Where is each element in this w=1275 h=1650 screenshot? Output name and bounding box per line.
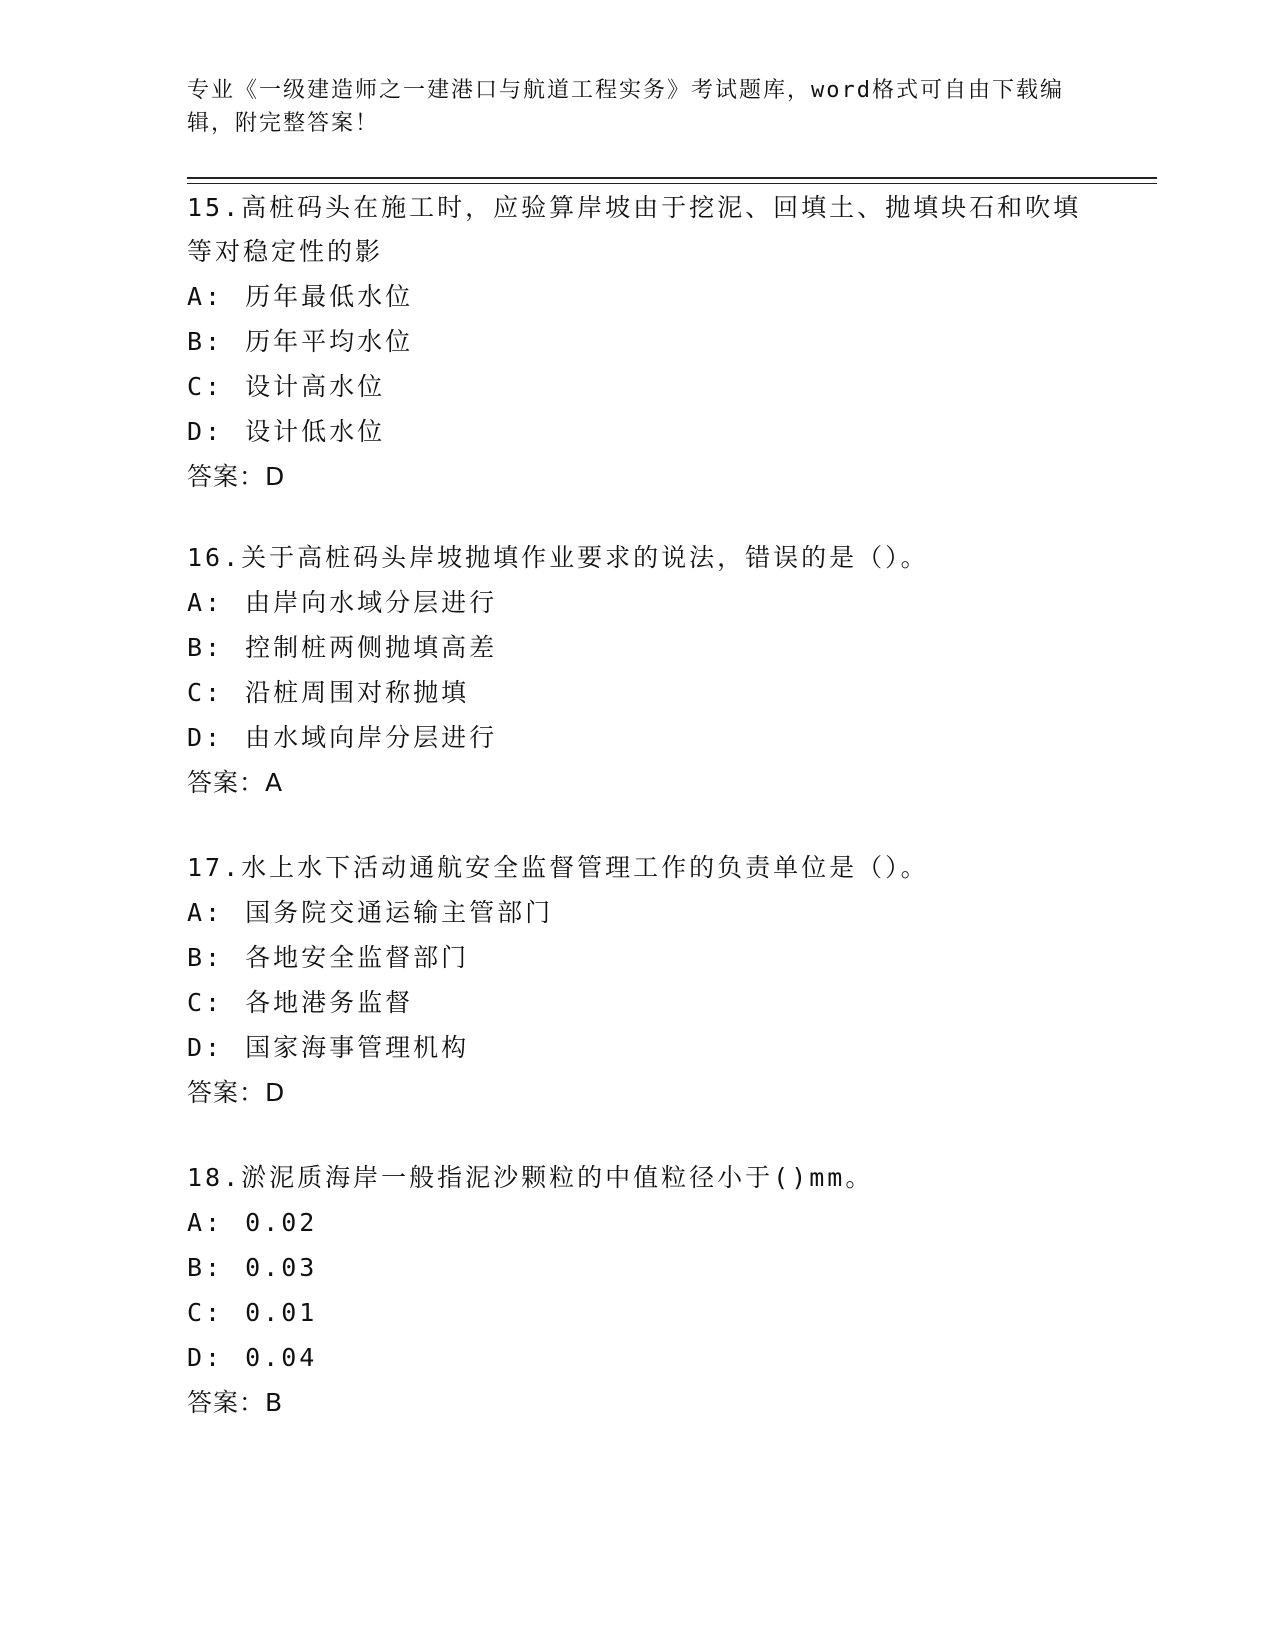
question-number: 18.	[187, 1163, 242, 1192]
option-d	[187, 1335, 1087, 1380]
option-letter: B:	[187, 943, 224, 972]
question-text	[187, 536, 1087, 580]
question-text	[187, 846, 1087, 890]
option-c	[187, 670, 1087, 715]
option-letter: D:	[187, 1343, 224, 1372]
question-stem: 关于高桩码头岸坡抛填作业要求的说法，错误的是（）。	[241, 543, 929, 572]
question-number: 15.	[187, 193, 242, 222]
option-letter: D:	[187, 1033, 224, 1062]
option-text: 各地安全监督部门	[245, 943, 470, 972]
option-text: 各地港务监督	[245, 988, 414, 1017]
question-stem: 淤泥质海岸一般指泥沙颗粒的中值粒径小于()mm。	[241, 1163, 874, 1192]
option-letter: B:	[187, 327, 224, 356]
question-16	[187, 536, 1087, 805]
option-letter: D:	[187, 723, 224, 752]
option-a	[187, 274, 1087, 319]
option-text: 由岸向水域分层进行	[245, 588, 498, 617]
question-stem: 高桩码头在施工时，应验算岸坡由于挖泥、回填土、抛填块石和吹填等对稳定性的影	[187, 193, 1082, 266]
answer-line	[187, 1380, 1087, 1425]
option-a	[187, 890, 1087, 935]
question-number: 16.	[187, 543, 242, 572]
answer-label: 答案：	[187, 1078, 266, 1107]
option-letter: A:	[187, 282, 224, 311]
option-d	[187, 715, 1087, 760]
question-text	[187, 1156, 1087, 1200]
question-stem: 水上水下活动通航安全监督管理工作的负责单位是（）。	[241, 853, 929, 882]
option-text: 历年平均水位	[245, 327, 414, 356]
header-note: 专业《一级建造师之一建港口与航道工程实务》考试题库，word格式可自由下载编辑，附完整答案！	[187, 78, 1064, 136]
option-text: 0.02	[245, 1208, 318, 1237]
option-text: 国务院交通运输主管部门	[245, 898, 554, 927]
answer-value: A	[265, 768, 284, 797]
option-letter: C:	[187, 372, 224, 401]
header-divider-thin	[187, 183, 1157, 184]
option-text: 国家海事管理机构	[245, 1033, 470, 1062]
answer-value: B	[265, 1388, 284, 1417]
option-letter: B:	[187, 633, 224, 662]
option-letter: B:	[187, 1253, 224, 1282]
option-letter: A:	[187, 588, 224, 617]
option-letter: D:	[187, 417, 224, 446]
option-b	[187, 935, 1087, 980]
option-letter: C:	[187, 678, 224, 707]
answer-line	[187, 1070, 1087, 1115]
option-text: 控制桩两侧抛填高差	[245, 633, 498, 662]
question-15	[187, 186, 1087, 499]
option-a	[187, 580, 1087, 625]
answer-label: 答案：	[187, 462, 266, 491]
option-text: 0.03	[245, 1253, 318, 1282]
option-d	[187, 1025, 1087, 1070]
option-text: 0.01	[245, 1298, 318, 1327]
option-letter: C:	[187, 1298, 224, 1327]
option-letter: A:	[187, 898, 224, 927]
question-number: 17.	[187, 853, 242, 882]
option-c	[187, 364, 1087, 409]
option-text: 沿桩周围对称抛填	[245, 678, 470, 707]
option-c	[187, 980, 1087, 1025]
option-b	[187, 1245, 1087, 1290]
answer-label: 答案：	[187, 768, 266, 797]
option-text: 由水域向岸分层进行	[245, 723, 498, 752]
answer-line	[187, 760, 1087, 805]
question-text	[187, 186, 1087, 274]
option-text: 0.04	[245, 1343, 318, 1372]
answer-line	[187, 454, 1087, 499]
header-divider-thick	[187, 177, 1157, 179]
answer-label: 答案：	[187, 1388, 266, 1417]
option-d	[187, 409, 1087, 454]
option-letter: C:	[187, 988, 224, 1017]
option-text: 设计低水位	[245, 417, 386, 446]
option-text: 历年最低水位	[245, 282, 414, 311]
question-18	[187, 1156, 1087, 1425]
option-letter: A:	[187, 1208, 224, 1237]
answer-value: D	[265, 1078, 286, 1107]
question-17	[187, 846, 1087, 1115]
option-text: 设计高水位	[245, 372, 386, 401]
option-a	[187, 1200, 1087, 1245]
answer-value: D	[265, 462, 286, 491]
option-c	[187, 1290, 1087, 1335]
option-b	[187, 625, 1087, 670]
option-b	[187, 319, 1087, 364]
